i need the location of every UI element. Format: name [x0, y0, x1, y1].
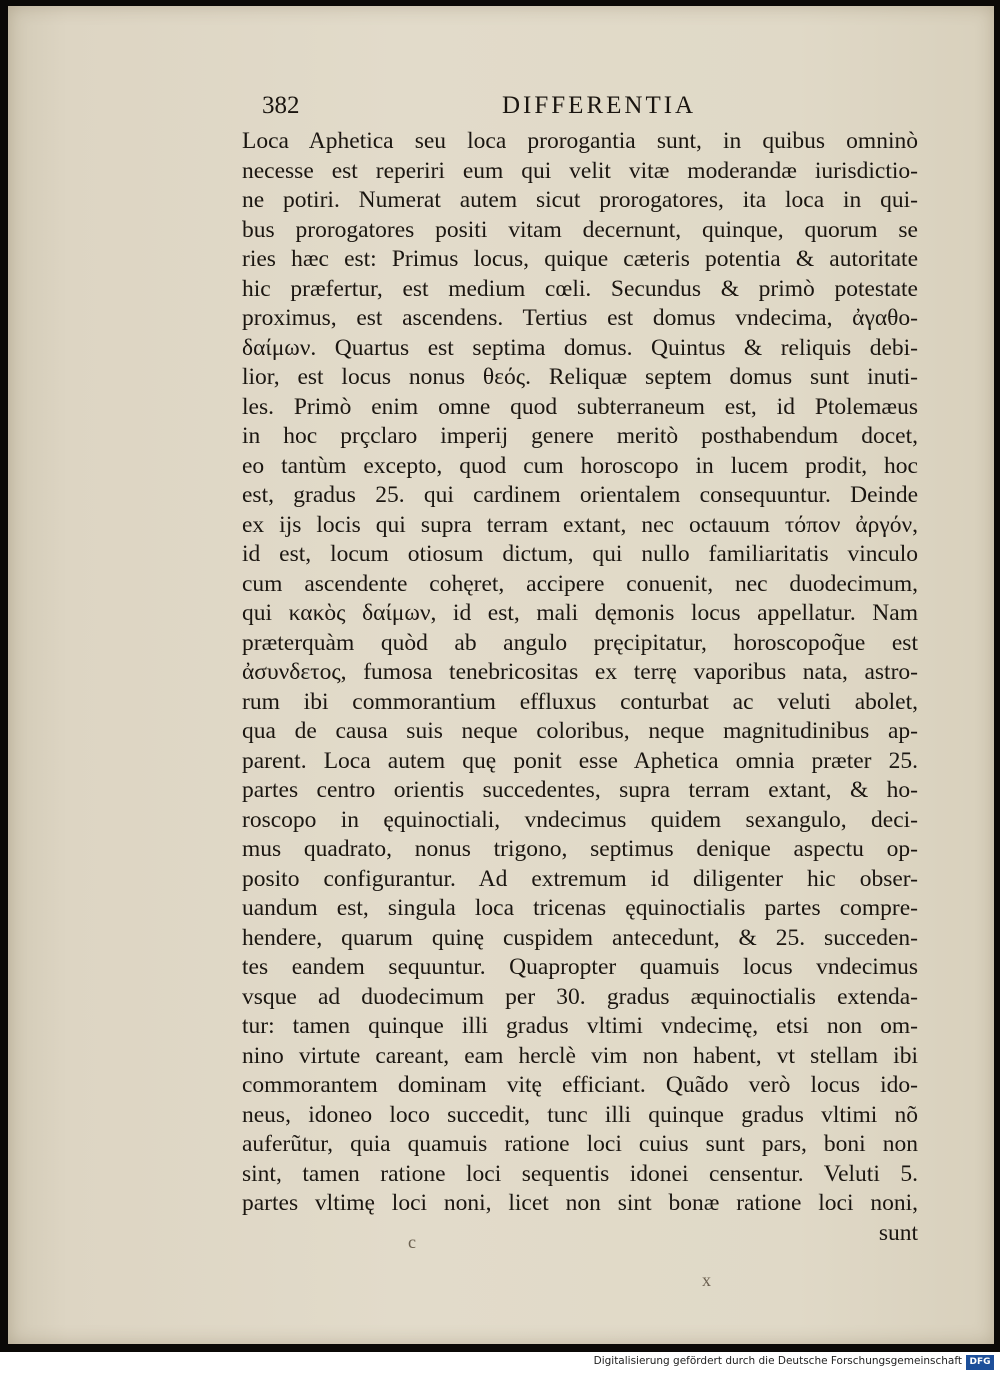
text-line: partes centro orientis succedentes, supra terram extant, & ho-: [242, 777, 918, 803]
text-line: hic præfertur, est medium cœli. Secundus & primò potestate: [242, 275, 918, 302]
text-line: eo tantùm excepto, quod cum horoscopo in lucem prodit, hoc: [242, 452, 918, 479]
dfg-logo-icon: DFG: [966, 1355, 994, 1370]
body-text: [242, 127, 918, 1248]
text-line: Loca Aphetica seu loca prorogantia sunt, in quibus omninò: [242, 128, 918, 154]
text-line: commorantem dominam vitę efficiant. Quãdo verò locus ido-: [242, 1072, 918, 1098]
text-line: proximus, est ascendens. Tertius est domus vndecima, ἀγαθο-: [242, 305, 918, 331]
text-line: necesse est reperiri eum qui velit vitæ moderandæ iurisdictio-: [242, 157, 918, 184]
page-number: 382: [262, 92, 300, 119]
text-line: bus prorogatores positi vitam decernunt, quinque, quorum se: [242, 216, 918, 243]
text-line: est, gradus 25. qui cardinem orientalem consequuntur. Deinde: [242, 482, 918, 508]
text-line: parent. Loca autem quę ponit esse Aphetica omnia prӕter 25.: [242, 747, 918, 774]
text-line: roscopo in ęquinoctiali, vndecimus quidem sexangulo, deci-: [242, 806, 918, 833]
text-line: hendere, quarum quinę cuspidem antecedunt, & 25. succeden-: [242, 924, 918, 951]
text-line: uandum est, singula loca tricenas ęquinoctialis partes compre-: [242, 895, 918, 921]
text-line: ex ijs locis qui supra terram extant, nec octauum τόπον ἀργόν,: [242, 511, 918, 538]
text-line: neus, idoneo loco succedit, tunc illi quinque gradus vltimi nõ: [242, 1101, 918, 1128]
text-line: cum ascendente cohęret, accipere conuenit, nec duodecimum,: [242, 570, 918, 597]
text-line: qua de causa suis neque coloribus, neque magnitudinibus ap-: [242, 718, 918, 744]
text-line: rum ibi commorantium effluxus conturbat ac veluti abolet,: [242, 688, 918, 715]
margin-mark: c: [408, 1232, 416, 1252]
text-line: posito configurantur. Ad extremum id diligenter hic obser-: [242, 865, 918, 892]
text-line: qui κακὸς δαίμων, id est, mali dęmonis locus appellatur. Nam: [242, 600, 918, 626]
text-line: mus quadrato, nonus trigono, septimus denique aspectu op-: [242, 836, 918, 862]
text-line: prӕterquàm quòd ab angulo pręcipitatur, horoscopoq̃ue est: [242, 629, 918, 656]
text-line: auferũtur, quia quamuis ratione loci cuius sunt pars, boni non: [242, 1131, 918, 1157]
text-line: sint, tamen ratione loci sequentis idonei censentur. Veluti 5.: [242, 1160, 918, 1187]
text-line: les. Primò enim omne quod subterraneum est, id Ptolemæus: [242, 393, 918, 420]
text-line: nino virtute careant, eam herclè vim non habent, vt stellam ibi: [242, 1042, 918, 1069]
text-line: ἀσυνδετος, fumosa tenebricositas ex terrę vaporibus nata, astro-: [242, 659, 918, 685]
text-line: in hoc prçclaro imperij genere meritò posthabendum docet,: [242, 423, 918, 449]
text-line: id est, locum otiosum dictum, qui nullo familiaritatis vinculo: [242, 541, 918, 567]
text-line: tes eandem sequuntur. Quapropter quamuis locus vndecimus: [242, 954, 918, 980]
bottom-mark: x: [702, 1270, 711, 1290]
page-header: [262, 92, 702, 126]
catchword: sunt: [878, 1219, 918, 1246]
funding-credit: Digitalisierung gefördert durch die Deutsche Forschungsgemeinschaft: [593, 1355, 962, 1367]
footer-bar: [0, 1352, 1000, 1374]
text-line: vsque ad duodecimum per 30. gradus æquinoctialis extenda-: [242, 983, 918, 1010]
text-line: lior, est locus nonus θεός. Reliquæ septem domus sunt inuti-: [242, 364, 918, 390]
text-line: partes vltimę loci noni, licet non sint bonæ ratione loci noni,: [242, 1190, 918, 1216]
text-line: ne potiri. Numerat autem sicut prorogatores, ita loca in qui-: [242, 187, 918, 213]
text-line: tur: tamen quinque illi gradus vltimi vndecimę, etsi non om-: [242, 1013, 918, 1039]
text-line: ries hæc est: Primus locus, quique cæteris potentia & autoritate: [242, 246, 918, 272]
text-line: δαίμων. Quartus est septima domus. Quintus & reliquis debi-: [242, 334, 918, 361]
running-head: DIFFERENTIA: [502, 92, 697, 119]
